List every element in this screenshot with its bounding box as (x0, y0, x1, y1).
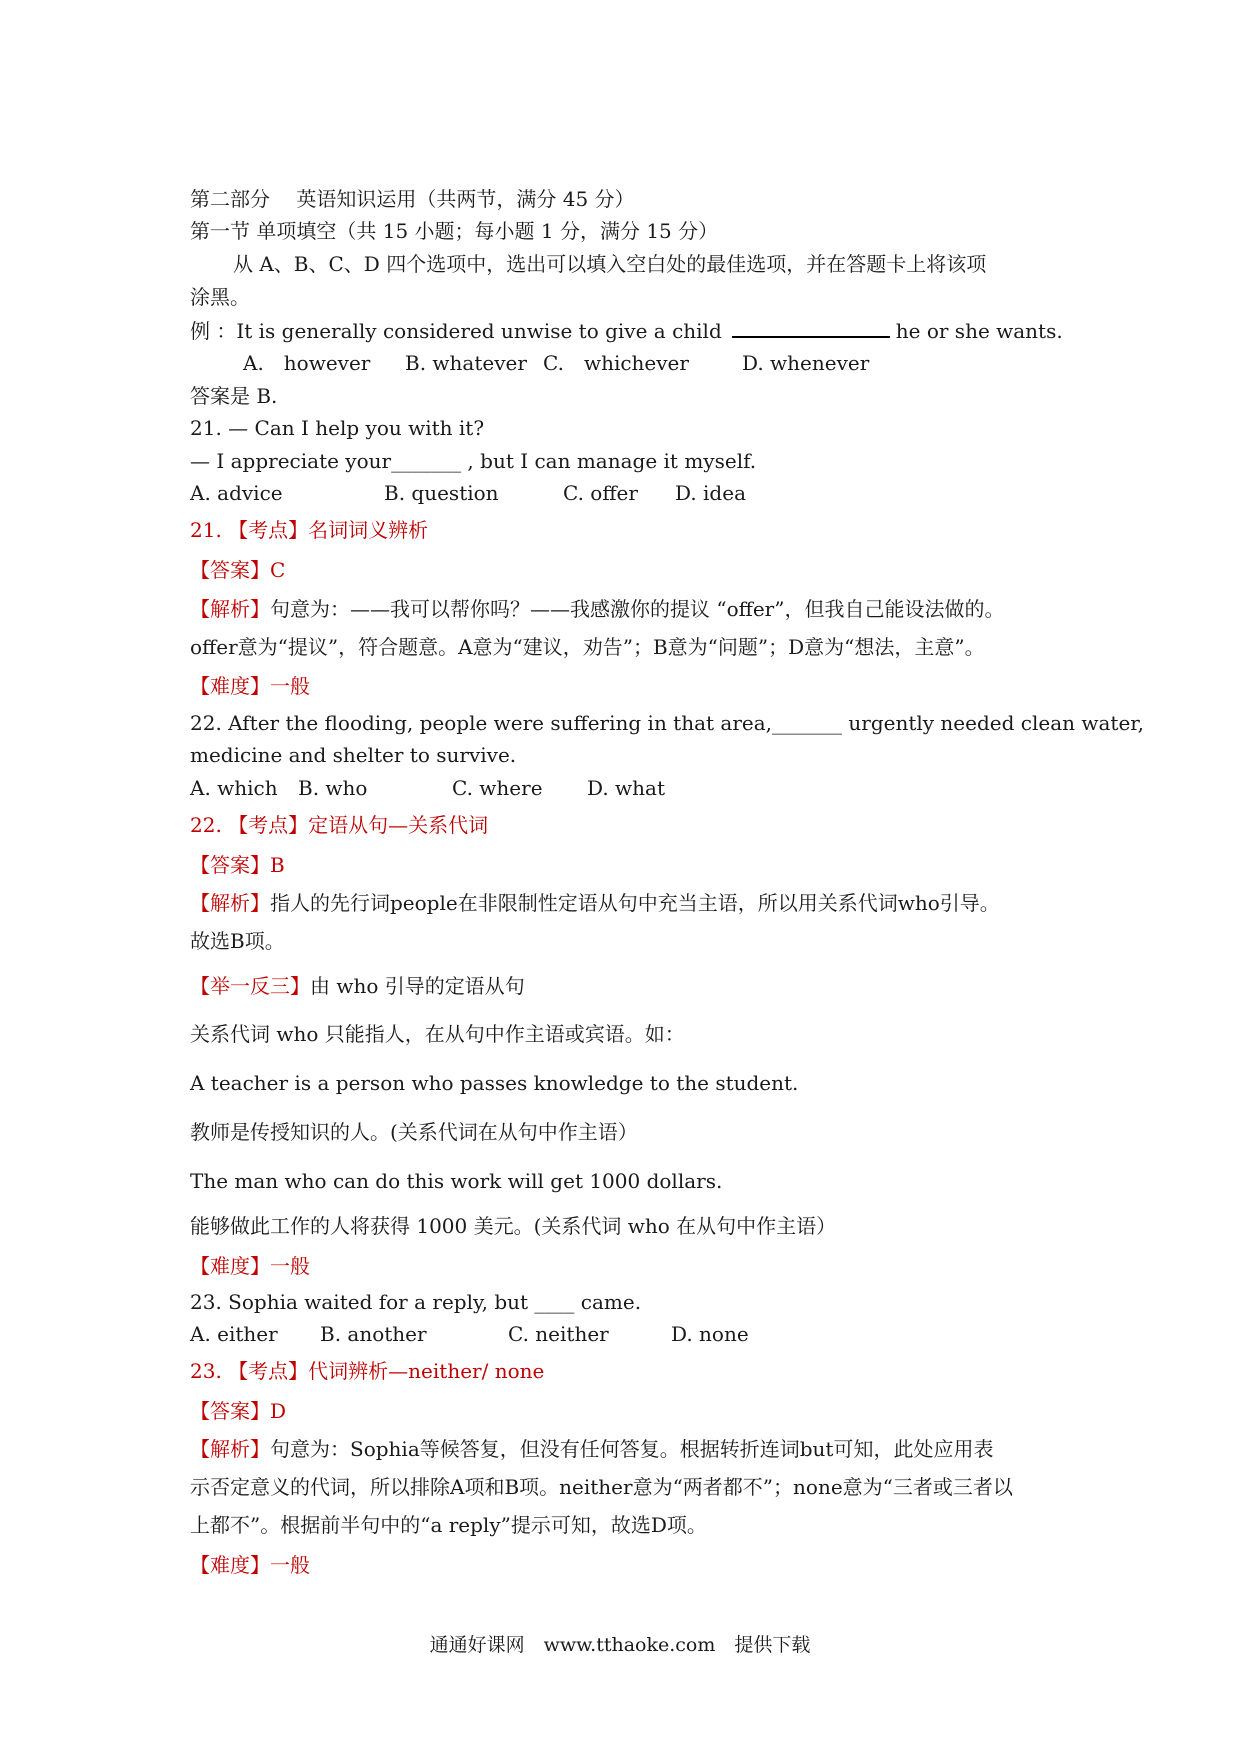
q23-option-b: B. another (320, 1322, 427, 1346)
q21-answer-value: C (270, 558, 286, 582)
q21-jiexi-2: offer意为“提议”，符合题意。A意为“建议，劝告”；B意为“问题”；D意为“想法，主意”。 (190, 635, 985, 659)
q22-kaodian-text: 定语从句—关系代词 (308, 813, 489, 837)
q22-option-d: D. what (587, 776, 665, 800)
section-heading: 第一节 单项填空（共 15 小题；每小题 1 分，满分 15 分） (190, 219, 719, 243)
q23-jiexi-label: 【解析】 (190, 1437, 270, 1461)
q22-kaodian-label: 22. 【考点】 (190, 813, 309, 837)
q22-jiexi-1 (190, 890, 1000, 916)
q21-kaodian-text: 名词词义辨析 (308, 518, 429, 542)
q21-option-b: B. question (384, 481, 499, 505)
q22-example-2: A teacher is a person who passes knowledge to the student. (190, 1071, 799, 1095)
q21-option-d: D. idea (675, 481, 746, 505)
q23-jiexi-1 (190, 1436, 993, 1462)
q22-option-a: A. which (190, 776, 278, 800)
q22-option-c: C. where (452, 776, 543, 800)
q21-stem-2: — I appreciate your_______ , but I can manage it myself. (190, 449, 757, 473)
q23-stem-1: 23. Sophia waited for a reply, but ____ came. (190, 1290, 642, 1314)
q21-jiexi-1 (190, 596, 1004, 622)
example-blank (732, 318, 890, 338)
q22-example-1: 关系代词 who 只能指人，在从句中作主语或宾语。如： (190, 1022, 685, 1046)
q21-kaodian-label: 21. 【考点】 (190, 518, 309, 542)
q22-jiexi-label: 【解析】 (190, 891, 270, 915)
q21-kaodian (190, 517, 428, 543)
example-option-b: B. whatever (405, 351, 527, 375)
example-post: he or she wants. (895, 319, 1063, 343)
example-option-c: C. whichever (543, 351, 689, 375)
q22-juyi (190, 973, 525, 999)
q21-jiexi-text-1: 句意为：——我可以帮你吗？——我感激你的提议 “offer”，但我自己能设法做的。 (270, 597, 1005, 621)
q23-option-a: A. either (190, 1322, 278, 1346)
q22-answer-label: 【答案】 (190, 853, 270, 877)
q21-option-c: C. offer (563, 481, 638, 505)
q21-nandu-label: 【难度】 (190, 674, 270, 698)
q22-nandu-value: 一般 (270, 1254, 310, 1278)
q21-nandu-value: 一般 (270, 674, 310, 698)
q22-stem-1: 22. After the flooding, people were suffering in that area,_______ urgently needed clean water, (190, 711, 1145, 735)
q22-answer (190, 852, 285, 878)
q22-example-4: The man who can do this work will get 1000 dollars. (190, 1169, 723, 1193)
q22-option-b: B. who (298, 776, 368, 800)
q22-example-5: 能够做此工作的人将获得 1000 美元。(关系代词 who 在从句中作主语） (190, 1214, 837, 1238)
example-pre: 例 ：It is generally considered unwise to give a child (190, 319, 722, 343)
q23-nandu (190, 1552, 310, 1578)
example-sentence (190, 318, 1063, 344)
q21-answer (190, 557, 285, 583)
q23-answer-label: 【答案】 (190, 1399, 270, 1423)
page-footer: 通通好课网 www.tthaoke.com 提供下载 (429, 1634, 811, 1656)
q22-juyi-text: 由 who 引导的定语从句 (310, 974, 525, 998)
q21-answer-label: 【答案】 (190, 558, 270, 582)
q22-nandu (190, 1253, 310, 1279)
q23-answer (190, 1398, 286, 1424)
part-heading: 第二部分 英语知识运用（共两节，满分 45 分） (190, 187, 635, 211)
q22-nandu-label: 【难度】 (190, 1254, 270, 1278)
q22-juyi-label: 【举一反三】 (190, 974, 310, 998)
example-option-a: A. however (243, 351, 371, 375)
q22-stem-2: medicine and shelter to survive. (190, 743, 517, 767)
q21-jiexi-label: 【解析】 (190, 597, 270, 621)
q23-kaodian-label: 23. 【考点】 (190, 1359, 309, 1383)
q22-kaodian (190, 812, 488, 838)
q21-nandu (190, 673, 310, 699)
q23-jiexi-text-1: 句意为：Sophia等候答复，但没有任何答复。根据转折连词but可知，此处应用表 (270, 1437, 994, 1461)
q22-jiexi-2: 故选B项。 (190, 929, 285, 953)
q22-answer-value: B (270, 853, 285, 877)
q22-jiexi-text-1: 指人的先行词people在非限制性定语从句中充当主语，所以用关系代词who引导。 (270, 891, 1000, 915)
instruction-line-2: 涂黑。 (190, 285, 250, 309)
example-option-d: D. whenever (742, 351, 870, 375)
q23-jiexi-3: 上都不”。根据前半句中的“a reply”提示可知，故选D项。 (190, 1513, 707, 1537)
example-answer: 答案是 B. (190, 384, 278, 408)
q23-kaodian-text: 代词辨析—neither/ none (308, 1359, 545, 1383)
q21-option-a: A. advice (190, 481, 283, 505)
q23-option-c: C. neither (508, 1322, 609, 1346)
instruction-line-1: 从 A、B、C、D 四个选项中，选出可以填入空白处的最佳选项，并在答题卡上将该项 (233, 252, 987, 276)
q21-stem-1: 21. — Can I help you with it? (190, 416, 485, 440)
q23-option-d: D. none (671, 1322, 749, 1346)
q23-jiexi-2: 示否定意义的代词，所以排除A项和B项。neither意为“两者都不”；none意为“三者或三者以 (190, 1475, 1013, 1499)
q22-example-3: 教师是传授知识的人。(关系代词在从句中作主语） (190, 1120, 638, 1144)
q23-answer-value: D (270, 1399, 287, 1423)
q23-kaodian (190, 1358, 544, 1384)
q23-nandu-label: 【难度】 (190, 1553, 270, 1577)
q23-nandu-value: 一般 (270, 1553, 310, 1577)
